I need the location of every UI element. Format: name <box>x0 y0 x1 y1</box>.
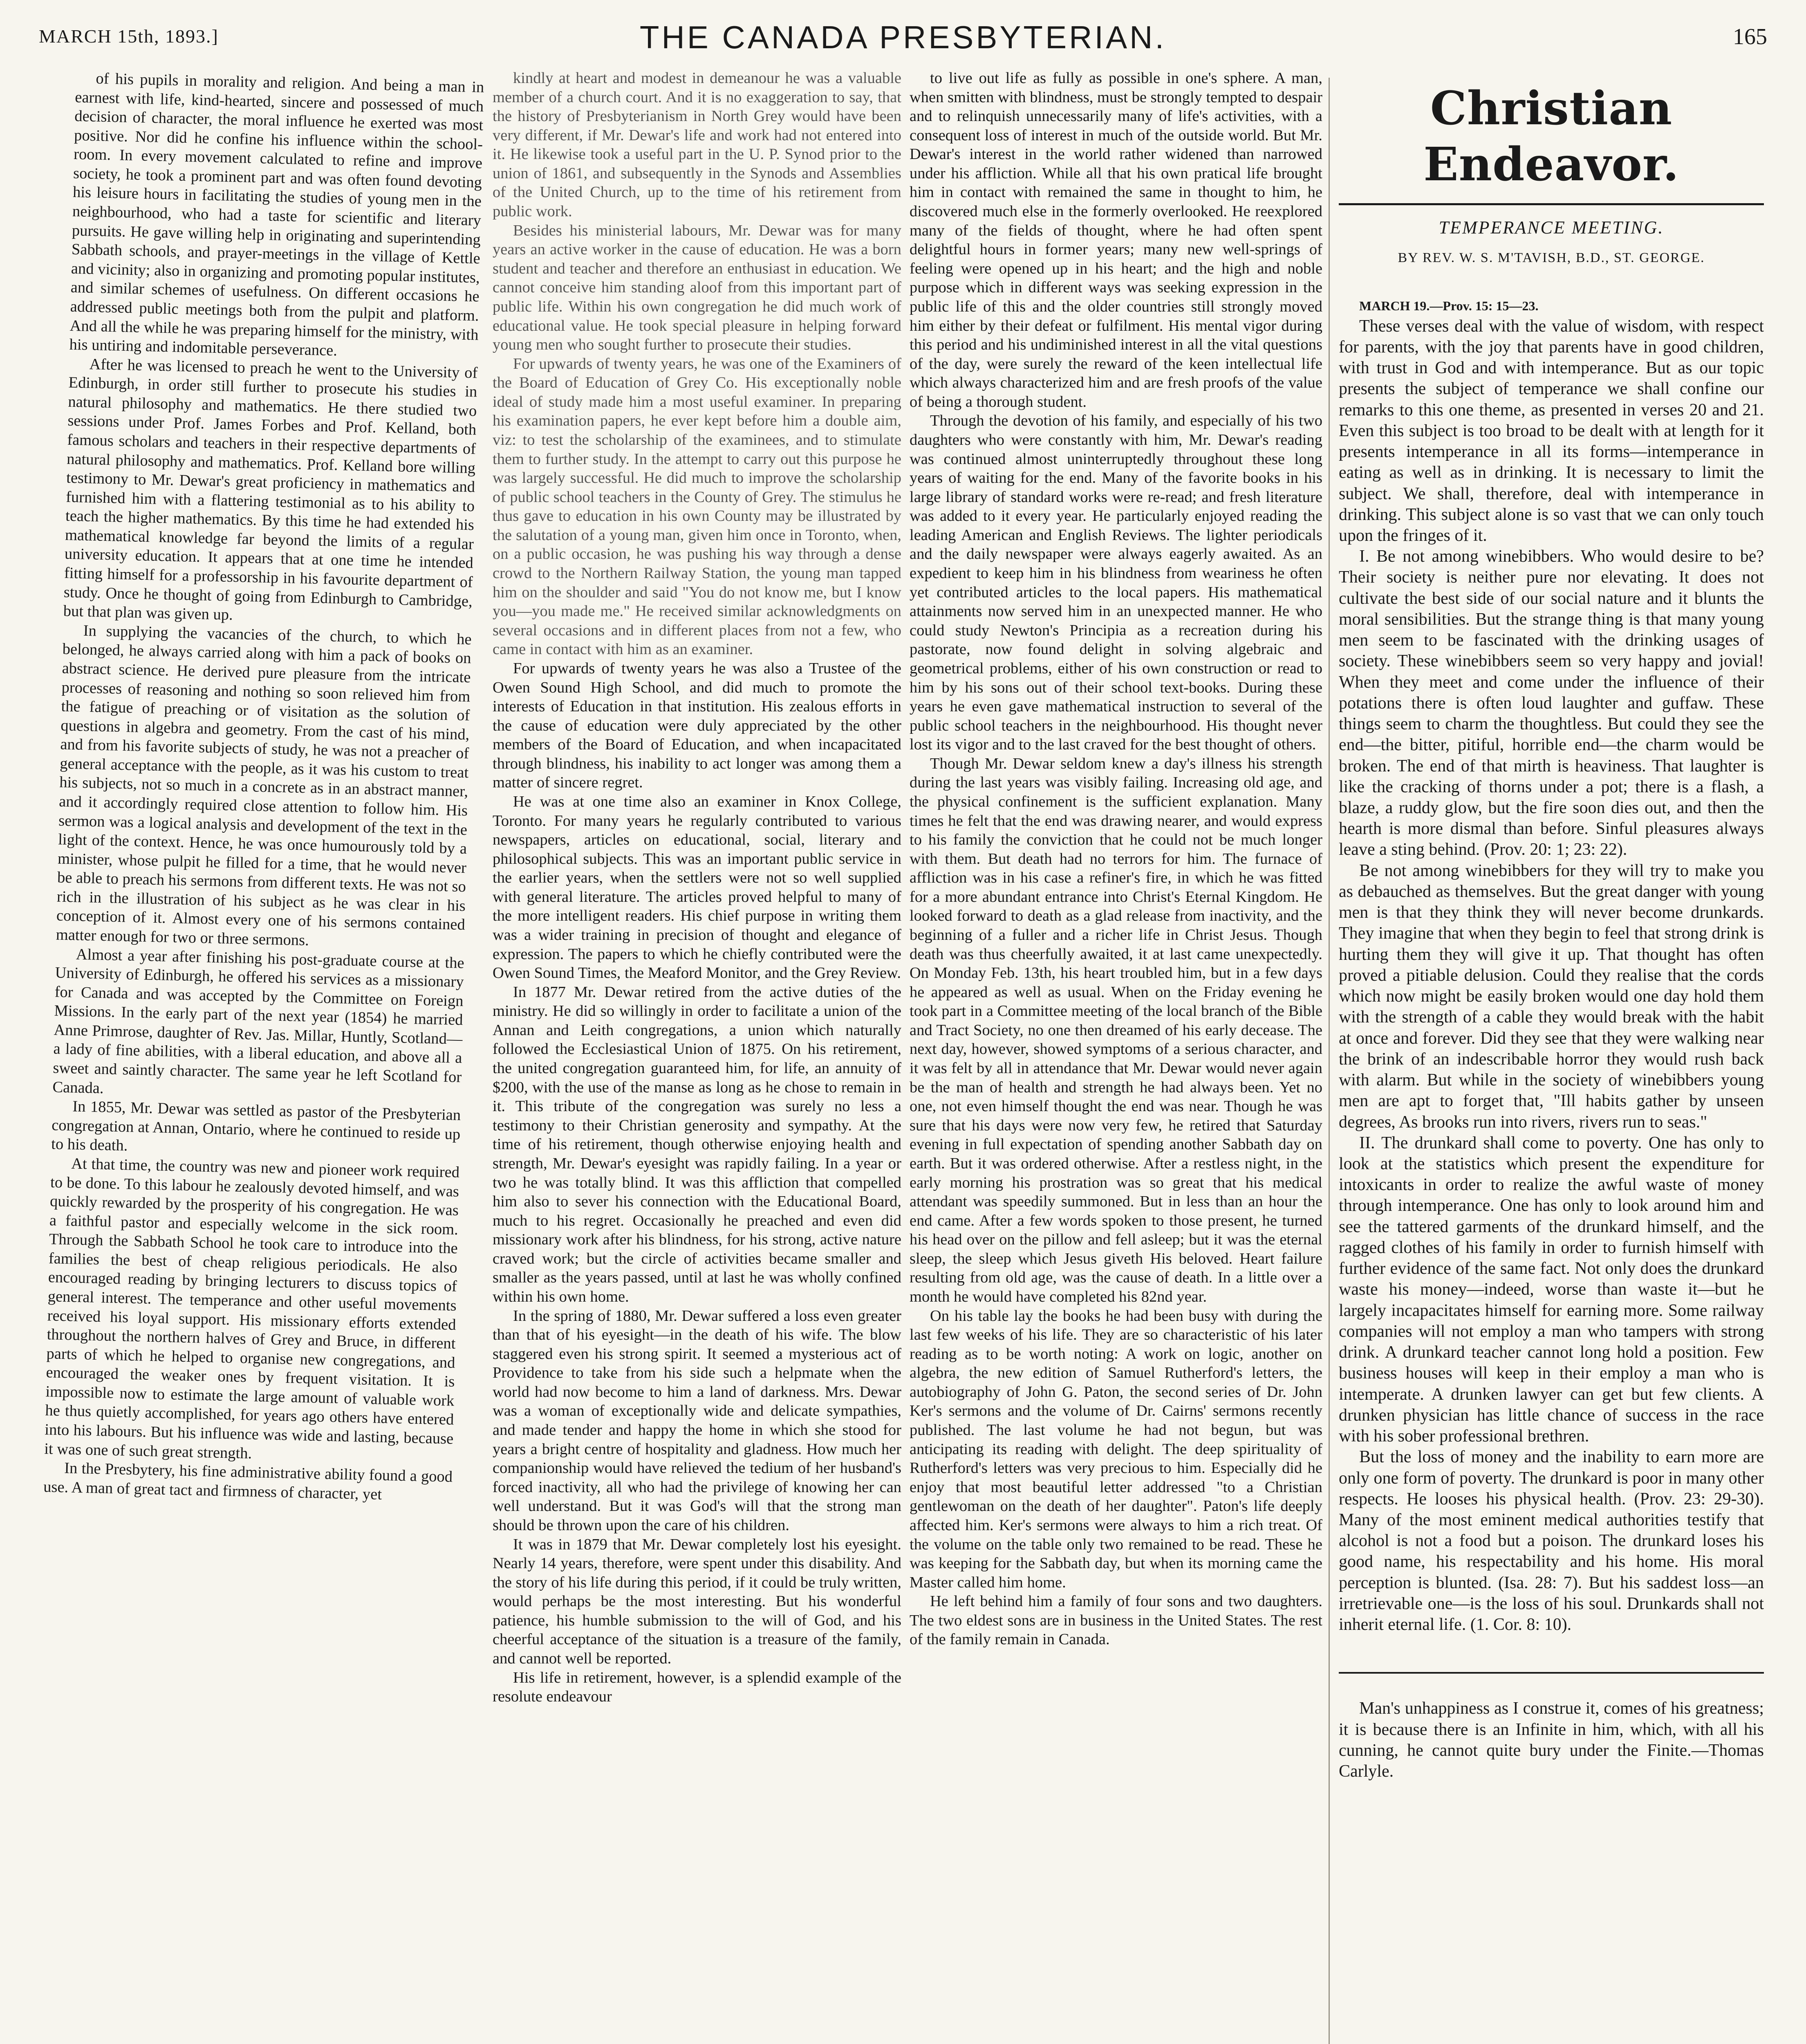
paragraph: Though Mr. Dewar seldom knew a day's illness his strength during the last years was visibly failing. Increasing old age, and the physical confinement is the sufficient explanation. Many times he felt that the end was drawing nearer, and would express to his family the conviction that he could not be much longer with them. But death had no terrors for him. The furnace of affliction was in his case a refiner's fire, in which he was fitted for a more abundant entrance into Christ's Eternal Kingdom. He looked forward to death as a glad release from inactivity, and the beginning of a fuller and a richer life in Christ Jesus. Though death was thus cheerfully awaited, it at last came unexpectedly. On Monday Feb. 13th, his heart troubled him, but in a few days he appeared as well as usual. When on the Friday evening he took part in a Committee meeting of the local branch of the Bible and Tract Society, no one then dreamed of his early decease. The next day, however, showed symptoms of a serious character, and it was felt by all in attendance that Mr. Dewar would never again be the man of health and strength he had always been. Yet no one, not even himself thought the end was near. Though he was sure that his days were now very few, he retired that Saturday evening in full expectation of spending another Sabbath day on earth. But it was ordered otherwise. After a restless night, in the early morning his prostration was so great that his medical attendant was speedily summoned. But in less than an hour the end came. After a few words spoken to those present, he turned his head over on the pillow and fell asleep; but it was the eternal sleep, the sleep which Jesus giveth His beloved. Heart failure resulting from old age, was the cause of death. In a little over a month he would have completed his 82nd year. <box>910 755 1322 1305</box>
section-subtitle: TEMPERANCE MEETING. <box>1439 217 1664 238</box>
paragraph: For upwards of twenty years, he was one of the Examiners of the Board of Education of Grey Co. His exceptionally noble ideal of study made him a most useful examiner. In preparing his examination papers, he ever kept before him a double aim, viz: to test the scholarship of the examinees, and to stimulate them to further study. In the attempt to carry out this purpose he was largely successful. He did much to improve the scholarship of public school teachers in the County of Grey. The stimulus he thus gave to education in his own County may be illustrated by the salutation of a young man, given him once in Toronto, when, on a public occasion, he was pushing his way through a dense crowd to the Northern Railway Station, the young man tapped him on the shoulder and said "You do not know me, but I know you—you made me." He received similar acknowledgments on several occasions and in different places from not a few, who came in contact with him as an examiner. <box>493 355 901 658</box>
paragraph: He left behind him a family of four sons and two daughters. The two eldest sons are in business in the United States. The rest of the family remain in Canada. <box>910 1593 1322 1648</box>
paragraph: In 1855, Mr. Dewar was settled as pastor of the Presbyterian congregation at Annan, Ontario, where he continued to reside up to his death. <box>51 1098 461 1154</box>
byline: BY REV. W. S. M'TAVISH, B.D., ST. GEORGE. <box>1398 250 1705 265</box>
column-4-christian-endeavor <box>1339 69 1764 2044</box>
paragraph: After he was licensed to preach he went to the University of Edinburgh, in order still further to prosecute his studies in natural philosophy and mathematics. He there studied two sessions under Prof. James Forbes and Prof. Kelland, both famous scholars and teachers in their respective departments of natural philosophy and mathematics. Prof. Kelland bore willing testimony to Mr. Dewar's great proficiency in mathematics and furnished him with a flattering testimonial as to his ability to teach the higher mathematics. By this time he had extended his mathematical knowledge far beyond the limits of a regular university education. It appears that at one time he intended fitting himself for a professorship in his favourite department of study. Once he thought of going from Edinburgh to Cambridge, but that plan was given up. <box>63 355 478 624</box>
paragraph: These verses deal with the value of wisdom, with respect for parents, with the joy that parents have in good children, with trust in God and with intemperance. But as our topic presents the subject of temperance we shall confine our remarks to this one theme, as presented in verses 20 and 21. Even this subject is too broad to be dealt with at length for it presents intemperance in all its forms—intemperance in eating as well as in drinking. It is necessary to limit the subject. We shall, therefore, deal with intemperance in drinking. This subject alone is so vast that we can only touch upon the fringes of it. <box>1339 316 1764 545</box>
closing-quote: Man's unhappiness as I construe it, comes of his greatness; it is because there is an Infinite in him, which, with all his cunning, he cannot quite bury under the Finite.—Thomas Carlyle. <box>1339 1672 1764 1782</box>
newspaper-title: THE CANADA PRESBYTERIAN. <box>639 19 1167 55</box>
paragraph: His life in retirement, however, is a splendid example of the resolute endeavour <box>493 1669 901 1706</box>
issue-date: MARCH 15th, 1893.] <box>39 26 219 47</box>
paragraph: In supplying the vacancies of the church, to which he belonged, he always carried along with him a pack of books on abstract science. He derived pure pleasure from the intricate processes of reasoning and nothing so soon relieved him from the fatigue of preaching or of visitation as the solution of questions in algebra and geometry. From the cast of his mind, and from his favorite subjects of study, he was not a preacher of general acceptance with the people, as it was his custom to treat his subjects, not so much in a concrete as in an abstract manner, and it accordingly required close attention to follow him. His sermon was a logical analysis and development of the text in the light of the context. Hence, he was once humourously told by a minister, whose pulpit he filled for a time, that he would never be able to preach his sermons from different texts. He was not so rich in the illustration of his subject as he was clear in his conception of it. Almost every one of his sermons contained matter enough for two or three sermons. <box>56 622 472 949</box>
paragraph: In the spring of 1880, Mr. Dewar suffered a loss even greater than that of his eyesight—in the death of his wife. The blow staggered even his strong spirit. It seemed a mysterious act of Providence to take from his side such a helpmate when the world had now become to him a land of darkness. Mrs. Dewar was a woman of exceptionally wide and delicate sympathies, and made tender and happy the home in which she stood for years a bright centre of hospitality and gladness. How much her companionship would have relieved the tedium of her husband's forced inactivity, all who had the privilege of knowing her can well understand. But it was God's will that the strong man should be thrown upon the care of his children. <box>493 1307 901 1534</box>
column-rule <box>1329 78 1330 2044</box>
paragraph: On his table lay the books he had been busy with during the last few weeks of his life. They are so characteristic of his later reading as to be worth noting: A work on logic, another on algebra, the new edition of Samuel Rutherford's letters, the autobiography of John G. Paton, the second series of Dr. John Ker's sermons and the volume of Dr. Cairns' sermons recently published. The last volume he had not begun, but was anticipating its reading with delight. The deep spirituality of Rutherford's letters was very precious to him. Especially did he enjoy that most beautiful letter addressed "to a Christian gentlewoman on the death of her daughter". Paton's life deeply affected him. Ker's sermons were always to him a rich treat. Of the volume on the table only two remained to be read. These he was keeping for the Sabbath day, but when its morning came the Master called him home. <box>910 1307 1322 1591</box>
column-2 <box>493 69 901 2044</box>
date-reference: MARCH 19.—Prov. 15: 15—23. <box>1359 298 1539 314</box>
paragraph: At that time, the country was new and pioneer work required to be done. To this labour he zealously devoted himself, and was quickly rewarded by the prosperity of his congregation. He was a faithful pastor and especially welcome in the sick room. Through the Sabbath School he took care to introduce into the families the best of cheap religious periodicals. He also encouraged reading by bringing lecturers to discuss topics of general interest. The temperance and other useful movements received his loyal support. His missionary efforts extended throughout the northern halves of Grey and Bruce, in different parts of which he helped to organise new congregations, and encouraged the weaker ones by frequent visitation. It is impossible now to estimate the large amount of valuable work he thus quietly accomplished, for years ago others have entered into his labours. But his influence was wide and lasting, because it was one of such great strength. <box>44 1155 460 1462</box>
paragraph: Through the devotion of his family, and especially of his two daughters who were constantly with him, Mr. Dewar's reading was continued almost uninterruptedly throughout these long years of waiting for the end. Many of the favorite books in his large library of standard works were re-read; and fresh literature was added to it every year. He particularly enjoyed reading the leading American and English Reviews. The lighter periodicals and the daily newspaper were always eagerly awaited. As an expedient to keep him in his blindness from weariness he often yet contributed articles to the local papers. His mathematical attainments now served him in an unexpected manner. He who could study Newton's Principia as a recreation during his pastorate, now found delight in solving algebraic and geometrical problems, either of his own construction or read to him by his sons out of their school text-books. During these years he even gave mathematical instruction to several of the public school teachers in the neighbourhood. His thought never lost its vigor and to the last craved for the best thought of others. <box>910 412 1322 753</box>
page-number: 165 <box>1733 24 1767 49</box>
column-1 <box>43 69 484 2044</box>
paragraph: of his pupils in morality and religion. And being a man in earnest with life, kind-hearted, sincere and possessed of much decision of character, the moral influence he exerted was most positive. Nor did he confine his influence within the school-room. In every movement calculated to refine and improve society, he took a prominent part and was often found devoting his leisure hours in facilitating the studies of young men in the neighbourhood, who had a taste for scientific and literary pursuits. He gave willing help in originating and superintending Sabbath schools, and prayer-meetings in the village of Kettle and vicinity; also in organizing and promoting popular institutes, and similar schemes of usefulness. On different occasions he addressed public meetings both from the pulpit and platform. And all the while he was preparing himself for the ministry, with his untiring and indomitable perseverance. <box>69 70 484 359</box>
paragraph: In 1877 Mr. Dewar retired from the active duties of the ministry. He did so willingly in order to facilitate a union of the Annan and Leith congregations, a union which naturally followed the Ecclesiastical Union of 1875. On his retirement, the united congregation guaranteed him, for life, an annuity of $200, with the use of the manse as long as he chose to remain in it. This tribute of the congregation was surely no less a testimony to their Christian generosity and sympathy. At the time of his retirement, though otherwise enjoying health and strength, Mr. Dewar's eyesight was rapidly failing. In a year or two he was totally blind. It was this affliction that compelled him also to sever his connection with the Educational Board, much to his regret. Occasionally he preached and even did missionary work after his blindness, for his strong, active nature craved work; but the circle of activities became smaller and smaller as the years passed, until at last he was wholly confined within his own home. <box>493 983 901 1305</box>
section-title: Christian Endeavor. <box>1339 81 1764 205</box>
paragraph: I. Be not among winebibbers. Who would desire to be? Their society is neither pure nor elevating. It does not cultivate the best side of our social nature and it blunts the moral sensibilities. But the strange thing is that many young men seem to be fascinated with the drinking usages of society. These winebibbers seem so very happy and jovial! When they meet and come under the influence of their potations there is often loud laughter and guffaw. These things seem to charm the thoughtless. But could they see the end—the bitter, pitiful, horrible end—the charm would be broken. The end of that mirth is heaviness. That laughter is like the cracking of thorns under a pot; there is a flash, a blaze, a ruddy glow, but the fire soon dies out, and then the hearth is more dismal than before. Sinful pleasures always leave a sting behind. (Prov. 20: 1; 23: 22). <box>1339 547 1764 859</box>
paragraph: He was at one time also an examiner in Knox College, Toronto. For many years he regularly contributed to various newspapers, articles on educational, social, literary and philosophical subjects. This was an important public service in the earlier years, when the settlers were not so well supplied with general literature. The articles proved helpful to many of the more intelligent readers. His chief purpose in writing them was a wider training in precision of thought and elegance of expression. The papers to which he chiefly contributed were the Owen Sound Times, the Meaford Monitor, and the Grey Review. <box>493 793 901 982</box>
paragraph: But the loss of money and the inability to earn more are only one form of poverty. The drunkard is poor in many other respects. He looses his physical health. (Prov. 23: 29-30). Many of the most eminent medical authorities testify that alcohol is not a food but a poison. The drunkard loses his good name, his respectability and his home. His moral perception is blunted. (Isa. 28: 7). But his saddest loss—an irretrievable one—is the loss of his soul. Drunkards shall not inherit eternal life. (1. Cor. 8: 10). <box>1339 1448 1764 1634</box>
paragraph: Besides his ministerial labours, Mr. Dewar was for many years an active worker in the cause of education. He was a born student and teacher and therefore an enthusiast in education. We cannot conceive him standing aloof from this important part of public life. Within his own congregation he did much work of educational value. He took special pleasure in helping forward young men who sought further to prosecute their studies. <box>493 222 901 354</box>
paragraph: kindly at heart and modest in demeanour he was a valuable member of a church court. And it is no exaggeration to say, that the history of Presbyterianism in North Grey would have been very different, if Mr. Dewar's life and work had not entered into it. He likewise took a useful part in the U. P. Synod prior to the union of 1861, and subsequently in the Synods and Assemblies of the United Church, up to the time of his retirement from public work. <box>493 69 901 220</box>
paragraph: Almost a year after finishing his post-graduate course at the University of Edinburgh, he offered his services as a missionary for Canada and was accepted by the Committee on Foreign Missions. In the early part of the next year (1854) he married Anne Primrose, daughter of Rev. Jas. Millar, Huntly, Scotland—a lady of fine abilities, with a liberal education, and above all a sweet and saintly character. The same year he left Scotland for Canada. <box>52 946 465 1097</box>
paragraph: It was in 1879 that Mr. Dewar completely lost his eyesight. Nearly 14 years, therefore, were spent under this disability. And the story of his life during this period, if it could be truly written, would perhaps be the most interesting. But his wonderful patience, his humble submission to the will of God, and his cheerful acceptance of the situation is a treasure of the family, and cannot well be reported. <box>493 1535 901 1667</box>
paragraph: to live out life as fully as possible in one's sphere. A man, when smitten with blindness, must be strongly tempted to despair and to relinquish unnecessarily many of life's activities, with a consequent loss of interest in much of the outside world. But Mr. Dewar's interest in the world rather widened than narrowed under his affliction. While all that his own pratical life brought him in contact with remained the same in thought to him, he discovered much else in the formerly overlooked. He reexplored many of the fields of thought, where he had often spent delightful hours in former years; many new well-springs of feeling were opened up in his heart; and the high and noble purpose which in different ways was seeking expression in the public life of this and the older countries still strongly moved him either by their defeat or fulfilment. His mental vigor during this period and his undiminished interest in all the vital questions of the day, were surely the reward of the keen intellectual life which always characterized him and are fresh proofs of the value of being a thorough student. <box>910 69 1322 410</box>
paragraph: II. The drunkard shall come to poverty. One has only to look at the statistics which present the expenditure for intoxicants in order to realize the awful waste of money through intemperance. One has only to look around him and see the tattered garments of the drunkard himself, and the ragged clothes of his family in order to furnish himself with further evidence of the same fact. Not only does the drunkard waste his money—indeed, worse than waste it—but he largely incapacitates himself for earning more. Some railway companies will not employ a man who tampers with strong drink. A drunkard teacher cannot long hold a position. Few business houses will keep in their employ a man who is intemperate. A drunken lawyer can get but few clients. A drunken physician has little chance of success in the race with his sober professional brethren. <box>1339 1133 1764 1446</box>
paragraph: For upwards of twenty years he was also a Trustee of the Owen Sound High School, and did much to promote the interests of Education in that institution. His zealous efforts in the cause of education were duly appreciated by the other members of the Board of Education, and when incapacitated through blindness, his inability to act longer was among them a matter of sincere regret. <box>493 659 901 791</box>
paragraph: Be not among winebibbers for they will try to make you as debauched as themselves. But the great danger with young men is that they think they will never become drunkards. They imagine that when they begin to feel that strong drink is hurting them they will give it up. That thought has often proved a pitiable delusion. Could they realise that the cords which now might be easily broken would one day hold them with the strength of a cable they would break with the habit at once and forever. Did they see that they were walking near the brink of an indescribable horror they would rush back with alarm. But while in the society of winebibbers young men are apt to forget that, "Ill habits gather by unseen degrees, As brooks run into rivers, rivers run to seas." <box>1339 861 1764 1132</box>
masthead <box>0 0 1806 74</box>
column-3 <box>910 69 1322 2044</box>
column-1-text <box>43 69 484 1506</box>
paragraph: In the Presbytery, his fine administrative ability found a good use. A man of great tact and firmness of character, yet <box>43 1459 453 1503</box>
scripture-reference <box>1339 295 1764 316</box>
